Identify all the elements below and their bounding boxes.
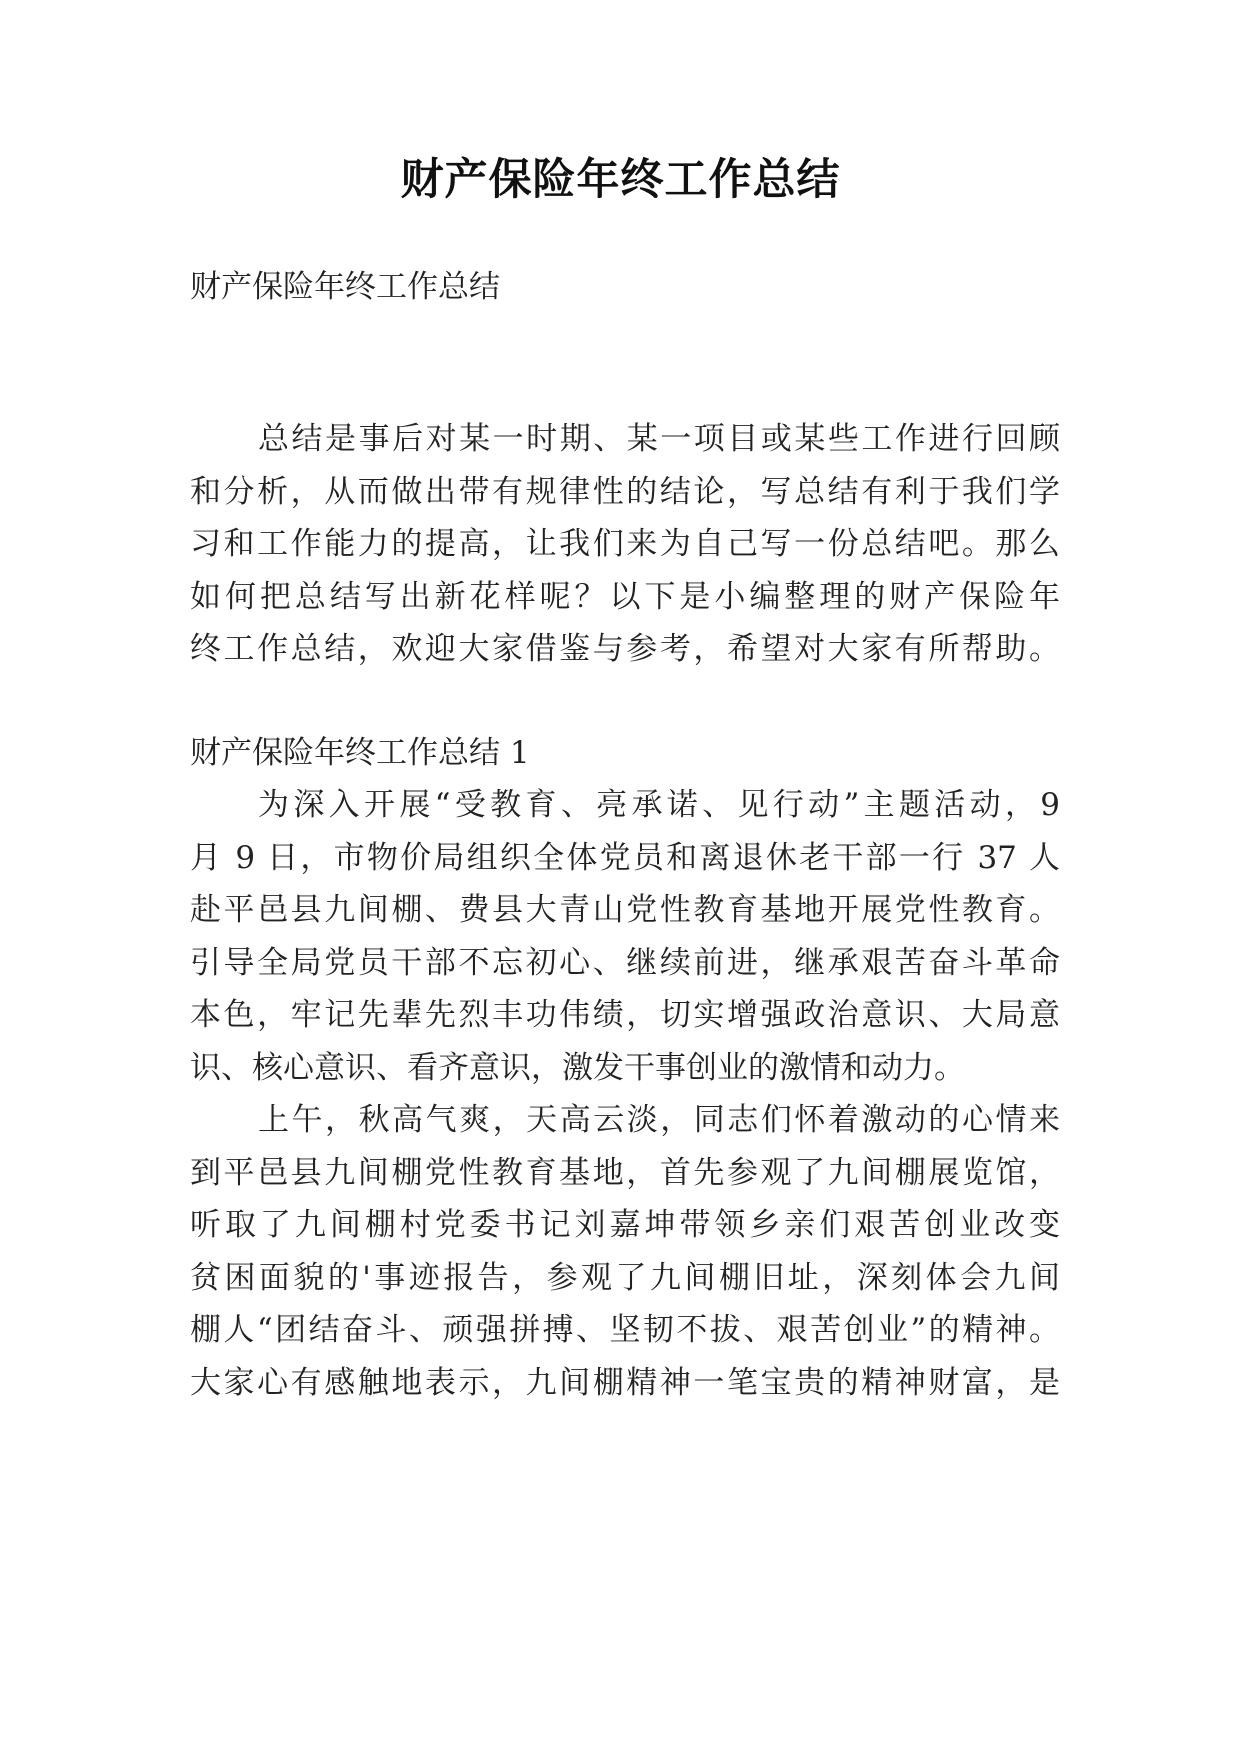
document-title: 财产保险年终工作总结 — [400, 155, 841, 205]
paragraph-line: 本色，牢记先辈先烈丰功伟绩，切实增强政治意识、大局意 — [190, 997, 1060, 1033]
paragraph-line: 大家心有感触地表示，九间棚精神一笔宝贵的精神财富，是 — [190, 1365, 1060, 1401]
paragraph-line: 棚人“团结奋斗、顽强拼搏、坚韧不拔、艰苦创业”的精神。 — [190, 1312, 1060, 1348]
section-heading: 财产保险年终工作总结 1 — [190, 735, 530, 771]
paragraph-line: 识、核心意识、看齐意识，激发干事创业的激情和动力。 — [190, 1050, 965, 1086]
paragraph-line: 贫困面貌的'事迹报告，参观了九间棚旧址，深刻体会九间 — [190, 1260, 1060, 1296]
paragraph-line: 月 9 日，市物价局组织全体党员和离退休老干部一行 37 人 — [190, 840, 1060, 876]
paragraph-line: 赴平邑县九间棚、费县大青山党性教育基地开展党性教育。 — [190, 892, 1060, 928]
paragraph-line: 为深入开展“受教育、亮承诺、见行动”主题活动，9 — [258, 787, 1060, 823]
intro-line: 终工作总结，欢迎大家借鉴与参考，希望对大家有所帮助。 — [190, 631, 1060, 667]
paragraph-line: 上午，秋高气爽，天高云淡，同志们怀着激动的心情来 — [258, 1102, 1060, 1138]
paragraph-line: 到平邑县九间棚党性教育基地，首先参观了九间棚展览馆， — [190, 1155, 1060, 1191]
intro-line: 习和工作能力的提高，让我们来为自己写一份总结吧。那么 — [190, 526, 1060, 562]
document-subtitle: 财产保险年终工作总结 — [190, 269, 500, 305]
intro-line: 和分析，从而做出带有规律性的结论，写总结有利于我们学 — [190, 474, 1060, 510]
paragraph-line: 听取了九间棚村党委书记刘嘉坤带领乡亲们艰苦创业改变 — [190, 1207, 1060, 1243]
intro-line: 如何把总结写出新花样呢？以下是小编整理的财产保险年 — [190, 579, 1060, 615]
intro-line: 总结是事后对某一时期、某一项目或某些工作进行回顾 — [258, 421, 1060, 457]
paragraph-line: 引导全局党员干部不忘初心、继续前进，继承艰苦奋斗革命 — [190, 945, 1060, 981]
